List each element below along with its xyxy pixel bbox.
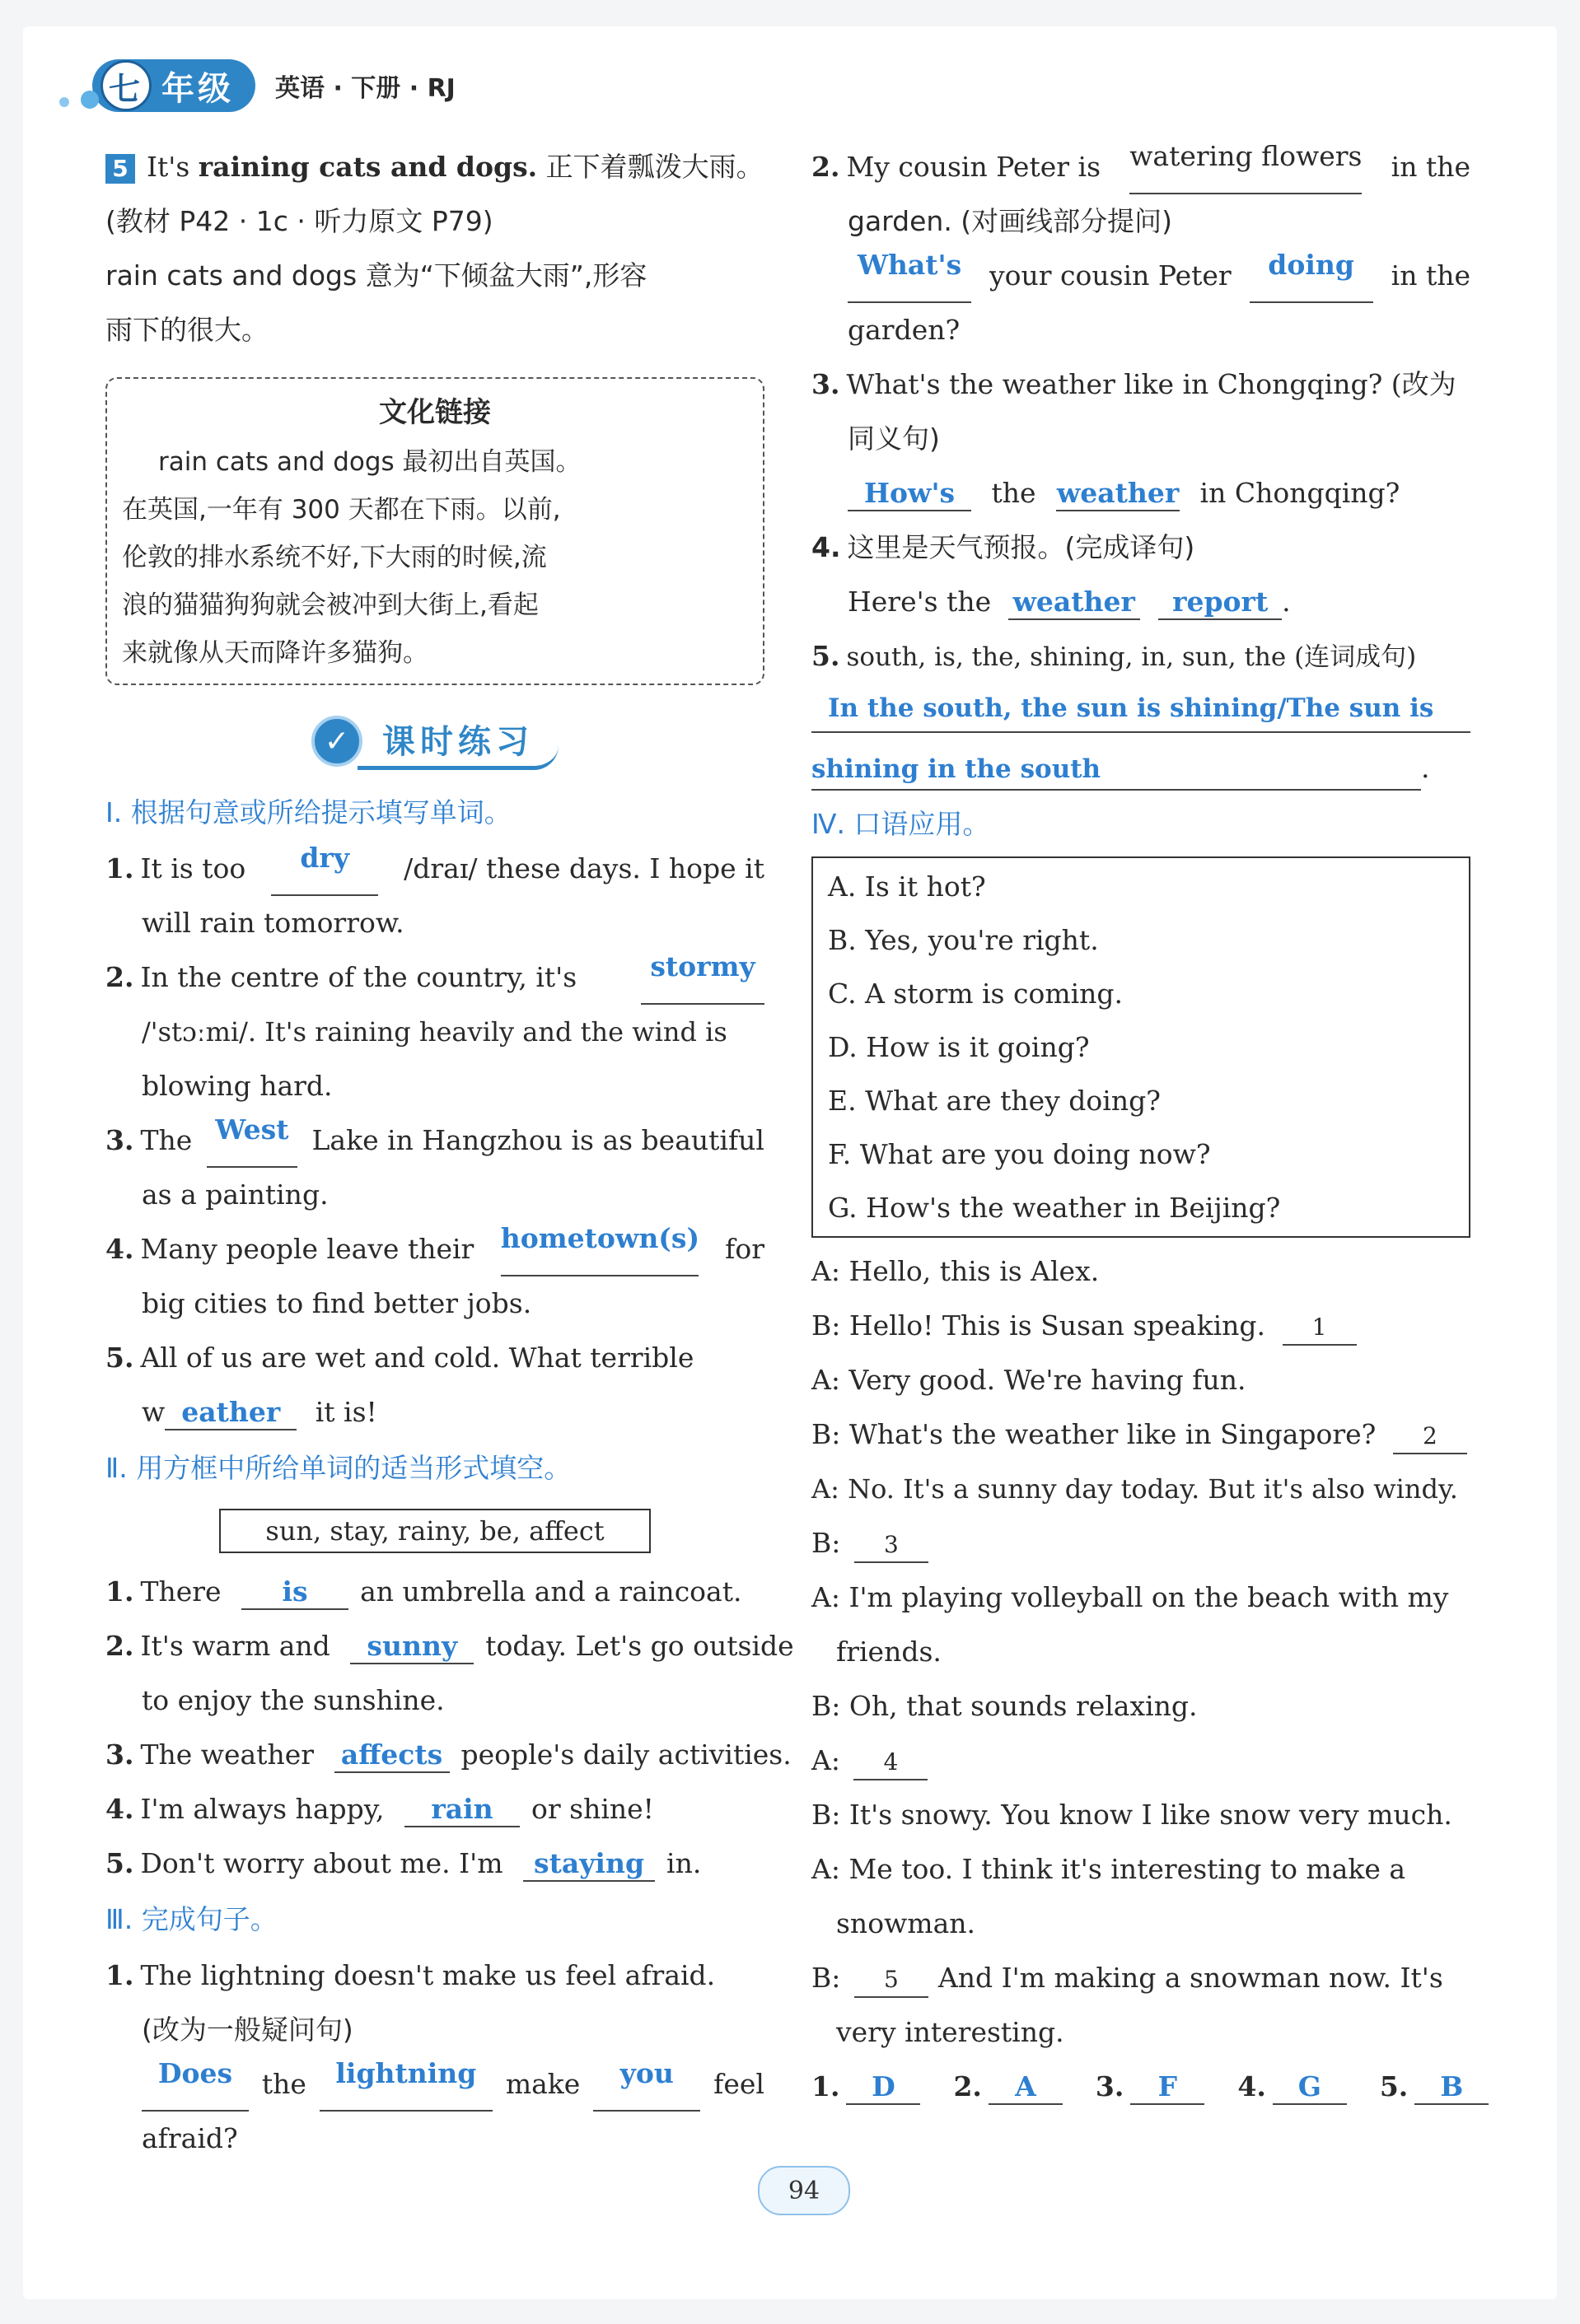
dialogue-line <box>811 1516 1470 1570</box>
practice-label: 课时练习 <box>358 712 559 770</box>
dialogue-blank[interactable] <box>1393 1418 1467 1454</box>
question-line: to enjoy the sunshine. <box>142 1684 445 1716</box>
question-line: afraid? <box>142 2122 238 2154</box>
dialogue-line: snowman. <box>836 1907 976 1939</box>
answer-text: weather <box>1056 477 1180 509</box>
answer-blank[interactable] <box>271 842 378 896</box>
question-text: The weather <box>140 1738 315 1771</box>
answer-blank[interactable] <box>142 2057 249 2112</box>
option-item: C. A storm is coming. <box>828 978 1124 1010</box>
dialogue-text: B: <box>811 1527 841 1559</box>
answer-text: weather <box>1012 586 1135 618</box>
answer-item <box>811 2060 920 2114</box>
dialogue-line: very interesting. <box>836 2016 1064 2048</box>
question-instruction: garden. (对画线部分提问) <box>848 205 1173 237</box>
question-line <box>811 140 1470 194</box>
question-text: in the <box>1391 259 1470 292</box>
answer-number: 1. <box>811 2070 840 2102</box>
dialogue-text: A: <box>811 1744 840 1776</box>
question-line <box>811 520 1470 575</box>
question-text: I'm always happy, <box>140 1793 385 1825</box>
answer-text: B <box>1440 2070 1464 2102</box>
question-line <box>811 466 1470 520</box>
question-text: What's the weather like in Chongqing? (改为 <box>846 368 1456 400</box>
dialogue-line: A: I'm playing volleyball on the beach with my <box>811 1581 1449 1613</box>
answer-blank[interactable] <box>404 1793 520 1827</box>
note-line <box>105 140 764 194</box>
dialogue-blank[interactable] <box>853 1744 928 1780</box>
question-text: for <box>725 1233 764 1265</box>
dialogue-line: A: No. It's a sunny day today. But it's also windy. <box>811 1473 1458 1505</box>
question-line <box>105 1385 764 1440</box>
answer-line <box>811 741 1470 796</box>
note-text: It's <box>147 151 199 183</box>
question-line: will rain tomorrow. <box>142 907 404 939</box>
blank-number: 1 <box>1311 1314 1327 1341</box>
answer-blank[interactable] <box>523 1847 655 1882</box>
note-phrase: raining cats and dogs. <box>198 151 538 183</box>
culture-line: 在英国,一年有 300 天都在下雨。以前, <box>122 495 561 525</box>
dialogue-line: A: Me too. I think it's interesting to make a <box>811 1853 1406 1885</box>
question-text: It's warm and <box>140 1630 330 1662</box>
answer-text: A <box>1015 2070 1036 2102</box>
left-column <box>105 140 794 2166</box>
blank-number: 4 <box>883 1748 899 1776</box>
question-text: in Chongqing? <box>1199 477 1400 509</box>
answer-number: 5. <box>1379 2070 1409 2102</box>
answer-text: What's <box>857 249 962 281</box>
question-text: people's daily activities. <box>460 1738 792 1771</box>
question-line <box>105 1836 764 1891</box>
dialogue-line: friends. <box>836 1636 942 1668</box>
answer-blank[interactable] <box>1250 249 1373 303</box>
answer-blank[interactable] <box>811 749 1421 791</box>
section-title: Ⅰ. 根据句意或所给提示填写单词。 <box>105 796 512 828</box>
question-line <box>811 357 1470 412</box>
dialogue-text: And I'm making a snowman now. It's <box>937 1962 1443 1994</box>
answer-blank[interactable] <box>350 1630 474 1664</box>
answer-blank[interactable] <box>848 477 971 511</box>
answer-blank[interactable] <box>1414 2070 1489 2105</box>
dialogue-line <box>811 1299 1470 1353</box>
page-number: 94 <box>758 2166 850 2215</box>
question-text: it is! <box>315 1396 377 1428</box>
question-number: 1. <box>105 852 134 884</box>
question-text: 这里是天气预报。(完成译句) <box>847 531 1195 563</box>
question-text: your cousin Peter <box>989 259 1232 292</box>
question-instruction: 同义句) <box>848 422 940 455</box>
question-line: blowing hard. <box>142 1070 333 1102</box>
answer-blank[interactable] <box>1273 2070 1347 2105</box>
question-number: 5. <box>811 640 840 672</box>
question-instruction: (改为一般疑问句) <box>142 2014 353 2046</box>
answer-hint-letter: w <box>142 1396 166 1428</box>
checkmark-icon: ✓ <box>311 716 362 767</box>
book-title: 英语 · 下册 · RJ <box>275 74 456 103</box>
dialogue-line <box>811 1734 1470 1788</box>
answer-number: 2. <box>953 2070 982 2102</box>
dialogue-blank[interactable] <box>854 1527 928 1563</box>
question-text: All of us are wet and cold. What terrible <box>140 1342 694 1374</box>
answer-text: doing <box>1268 249 1354 281</box>
answer-row <box>811 2060 1470 2114</box>
question-line: garden? <box>848 314 961 346</box>
question-line <box>105 1222 764 1276</box>
dialogue-line <box>811 1407 1470 1462</box>
culture-line: rain cats and dogs 最初出自英国。 <box>158 447 582 477</box>
punctuation: . <box>1282 586 1291 618</box>
answer-text: F <box>1157 2070 1178 2102</box>
punctuation: . <box>1421 752 1430 784</box>
question-line <box>105 1619 794 1673</box>
question-line <box>105 1565 764 1619</box>
question-text: an umbrella and a raincoat. <box>360 1575 742 1608</box>
question-text: feel <box>713 2068 764 2100</box>
dialogue-line <box>811 1951 1470 2005</box>
option-item: E. What are they doing? <box>828 1085 1161 1117</box>
section-title: Ⅱ. 用方框中所给单词的适当形式填空。 <box>105 1452 572 1484</box>
page-header <box>92 53 456 119</box>
dialogue-blank[interactable] <box>1283 1309 1357 1346</box>
answer-blank[interactable] <box>593 2057 700 2112</box>
answer-text: report <box>1172 586 1269 618</box>
answer-blank[interactable] <box>165 1396 297 1430</box>
answer-blank[interactable] <box>207 1113 297 1168</box>
dialogue-blank[interactable] <box>854 1962 928 1998</box>
question-number: 5. <box>105 1847 134 1879</box>
note-explanation: 雨下的很大。 <box>105 314 269 346</box>
question-number: 4. <box>105 1793 134 1825</box>
decor-dot <box>59 97 69 107</box>
grade-badge <box>92 59 255 112</box>
blank-number: 2 <box>1422 1422 1437 1449</box>
answer-text: is <box>282 1575 308 1608</box>
answer-text: West <box>215 1113 289 1146</box>
note-reference: (教材 P42 · 1c · 听力原文 P79) <box>105 205 493 237</box>
section-title: Ⅳ. 口语应用。 <box>811 808 990 840</box>
culture-box <box>105 377 764 685</box>
answer-text: hometown(s) <box>500 1222 700 1254</box>
practice-heading <box>105 702 764 781</box>
word-box: sun, stay, rainy, be, affect <box>219 1509 651 1553</box>
question-text: /draɪ/ these days. I hope it <box>404 852 764 884</box>
question-number: 4. <box>811 531 841 563</box>
question-text: the <box>991 477 1036 509</box>
question-text: The <box>140 1124 193 1156</box>
option-item: B. Yes, you're right. <box>828 924 1099 956</box>
question-number: 5. <box>105 1342 134 1374</box>
answer-text: you <box>619 2057 674 2089</box>
question-line <box>105 1113 764 1168</box>
question-number: 2. <box>811 151 840 183</box>
culture-line: 浪的猫猫狗狗就会被冲到大街上,看起 <box>122 590 539 620</box>
answer-text: affects <box>340 1738 443 1771</box>
answer-blank[interactable] <box>1158 586 1282 620</box>
culture-title: 文化链接 <box>379 396 491 429</box>
answer-text: Does <box>157 2057 233 2089</box>
answer-text: rain <box>431 1793 493 1825</box>
question-line <box>105 1728 792 1782</box>
question-line <box>811 249 1470 303</box>
answer-blank[interactable] <box>241 1575 348 1610</box>
note-explanation: rain cats and dogs 意为“下倾盆大雨”,形容 <box>105 259 647 292</box>
dialogue-text: B: <box>811 1962 841 1994</box>
culture-line: 伦敦的排水系统不好,下大雨的时候,流 <box>122 543 547 572</box>
dialogue-line: B: It's snowy. You know I like snow very much. <box>811 1799 1452 1831</box>
section-title: Ⅲ. 完成句子。 <box>105 1903 278 1935</box>
question-text: make <box>505 2068 581 2100</box>
answer-line <box>811 684 1470 733</box>
question-number: 3. <box>811 368 840 400</box>
option-item: D. How is it going? <box>828 1031 1090 1063</box>
answer-text: How's <box>863 477 956 509</box>
question-line <box>811 575 1470 629</box>
question-number: 1. <box>105 1959 134 1991</box>
blank-number: 5 <box>883 1966 899 1993</box>
dialogue-text: B: What's the weather like in Singapore? <box>811 1418 1377 1450</box>
answer-blank[interactable] <box>989 2070 1063 2105</box>
option-item: G. How's the weather in Beijing? <box>828 1192 1281 1224</box>
dialogue-text: B: Hello! This is Susan speaking. <box>811 1309 1266 1342</box>
note-text: 正下着瓢泼大雨。 <box>537 151 764 183</box>
options-box <box>811 856 1470 1238</box>
question-number: 2. <box>105 961 134 993</box>
underlined-phrase: watering flowers <box>1129 140 1362 194</box>
question-text: Lake in Hangzhou is as beautiful <box>311 1124 764 1156</box>
dialogue-line: A: Very good. We're having fun. <box>811 1364 1246 1396</box>
answer-text: lightning <box>335 2057 477 2089</box>
answer-text: In the south, the sun is shining/The sun is <box>828 693 1434 723</box>
answer-blank[interactable] <box>1056 477 1180 511</box>
answer-text: G <box>1297 2070 1321 2102</box>
question-text: or shine! <box>531 1793 654 1825</box>
dialogue-line: A: Hello, this is Alex. <box>811 1255 1100 1287</box>
question-line <box>105 1948 764 2003</box>
answer-blank[interactable] <box>320 2057 493 2112</box>
question-text: The lightning doesn't make us feel afraid. <box>140 1959 716 1991</box>
question-text: south, is, the, shining, in, sun, the (连词成句) <box>846 642 1417 672</box>
culture-line: 来就像从天而降许多猫狗。 <box>122 638 428 668</box>
note-number-badge: 5 <box>105 154 135 184</box>
question-line <box>105 2057 764 2112</box>
answer-item <box>1237 2060 1346 2114</box>
question-text: It is too <box>140 852 246 884</box>
answer-text: shining in the south <box>811 754 1101 784</box>
dialogue-line: B: Oh, that sounds relaxing. <box>811 1690 1198 1722</box>
question-text: in. <box>666 1847 702 1879</box>
question-line: as a painting. <box>142 1178 329 1211</box>
question-text: My cousin Peter is <box>846 151 1101 183</box>
answer-text: stormy <box>650 950 755 982</box>
answer-blank[interactable] <box>846 2070 920 2105</box>
question-line <box>105 950 764 1005</box>
answer-blank[interactable] <box>1130 2070 1204 2105</box>
right-column <box>811 140 1470 2114</box>
answer-text: sunny <box>367 1630 458 1662</box>
answer-text: eather <box>181 1396 281 1428</box>
question-text: today. Let's go outside <box>485 1630 794 1662</box>
question-line <box>105 842 764 896</box>
question-number: 4. <box>105 1233 134 1265</box>
answer-blank[interactable] <box>501 1222 699 1276</box>
question-line <box>105 1782 764 1836</box>
grade-label: 年级 <box>161 69 234 108</box>
question-text: in the <box>1391 151 1470 183</box>
answer-text: staying <box>534 1847 645 1879</box>
question-text: In the centre of the country, it's <box>140 961 577 993</box>
answer-item <box>1380 2060 1489 2114</box>
question-number: 3. <box>105 1124 134 1156</box>
question-text: There <box>140 1575 222 1608</box>
question-text: Here's the <box>848 586 992 618</box>
blank-number: 3 <box>883 1531 899 1558</box>
decor-dot <box>81 91 99 109</box>
answer-item <box>953 2060 1062 2114</box>
answer-blank[interactable] <box>334 1738 450 1773</box>
question-line: big cities to find better jobs. <box>142 1287 532 1319</box>
answer-blank[interactable] <box>641 950 764 1005</box>
question-text: Many people leave their <box>140 1233 474 1265</box>
answer-item <box>1096 2060 1204 2114</box>
answer-number: 4. <box>1237 2070 1266 2102</box>
option-item: F. What are you doing now? <box>828 1138 1211 1170</box>
question-line: /'stɔːmi/. It's raining heavily and the wind is <box>142 1016 727 1048</box>
question-number: 3. <box>105 1738 134 1771</box>
grade-number: 七 <box>101 60 152 111</box>
question-number: 2. <box>105 1630 134 1662</box>
answer-blank[interactable] <box>1008 586 1140 620</box>
question-line <box>811 629 1470 684</box>
question-text: the <box>261 2068 306 2100</box>
answer-text: D <box>872 2070 895 2102</box>
question-number: 1. <box>105 1575 134 1608</box>
option-item: A. Is it hot? <box>828 870 986 903</box>
answer-number: 3. <box>1095 2070 1124 2102</box>
question-text: Don't worry about me. I'm <box>140 1847 503 1879</box>
answer-blank[interactable] <box>848 249 971 303</box>
answer-text: dry <box>300 842 349 874</box>
question-line <box>105 1331 764 1385</box>
